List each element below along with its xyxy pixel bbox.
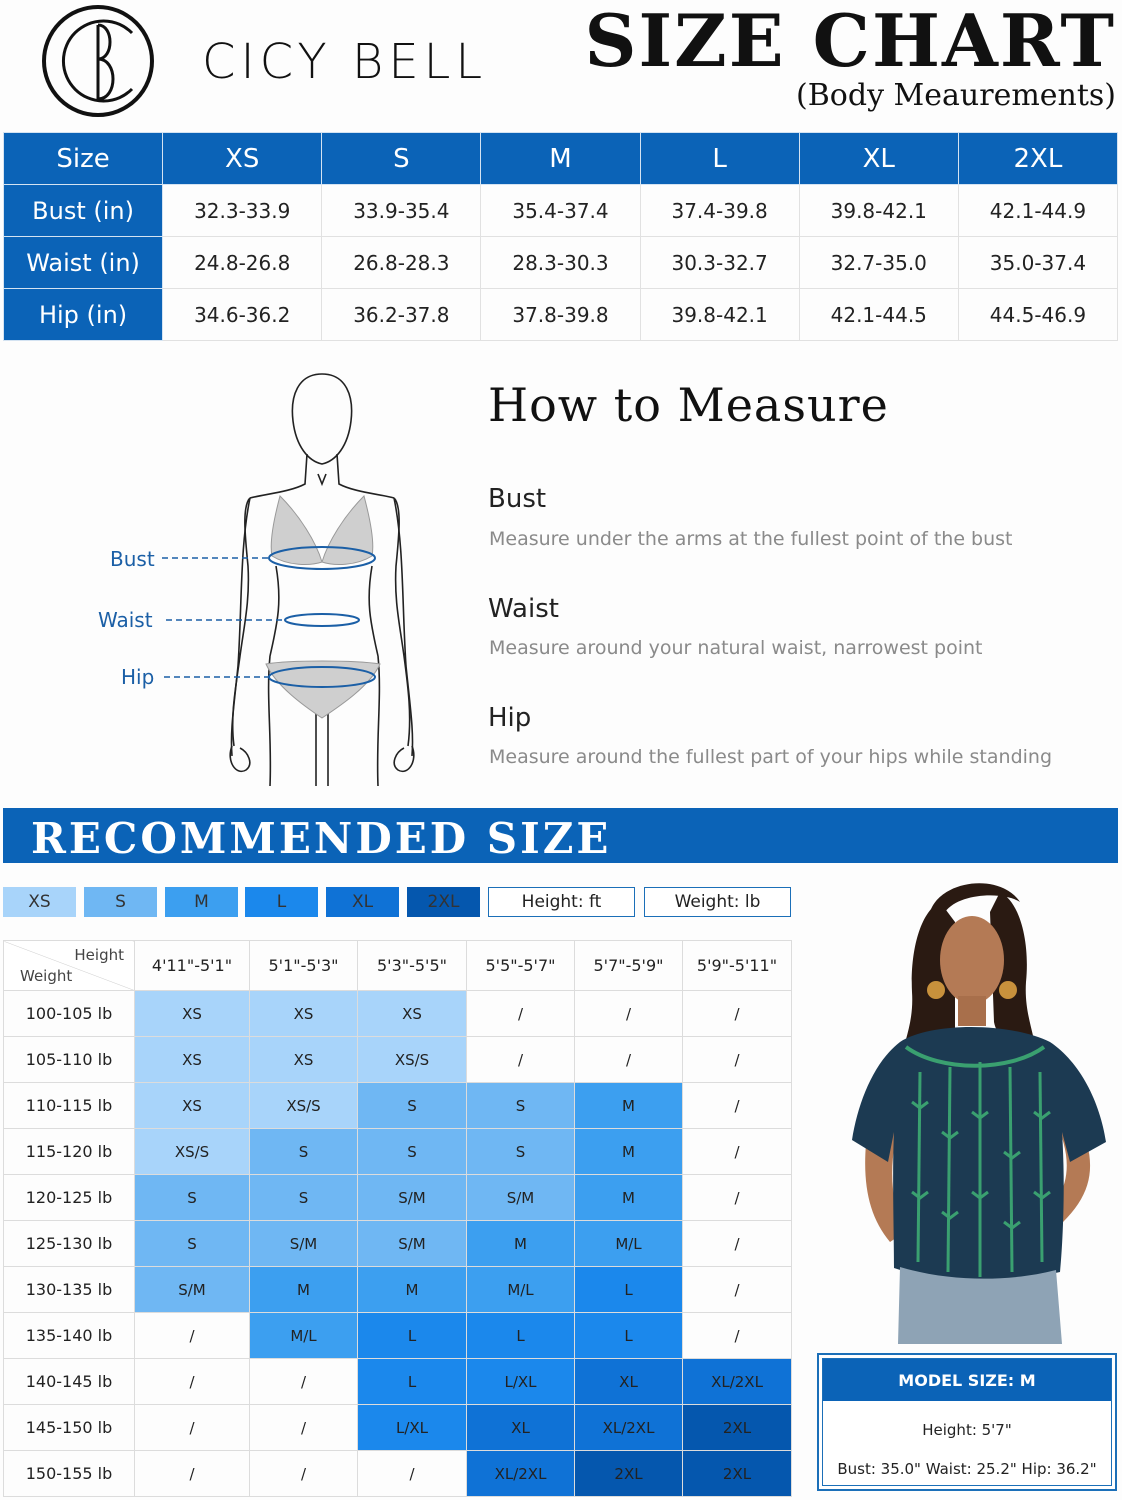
- size-recommendation-cell: XL: [467, 1405, 575, 1451]
- body-figure-illustration: [90, 366, 450, 786]
- size-cell: 39.8-42.1: [799, 185, 958, 237]
- measure-desc-waist: Measure around your natural waist, narrowest point: [489, 637, 983, 659]
- brand-name: CICY BELL: [202, 34, 488, 90]
- size-recommendation-cell: 2XL: [683, 1451, 792, 1497]
- height-header-cell: 5'3"-5'5": [358, 941, 467, 991]
- measure-label-hip: Hip: [488, 703, 532, 733]
- model-size-box: [817, 1353, 1117, 1491]
- legend-m: M: [165, 887, 238, 917]
- size-recommendation-cell: L: [575, 1267, 683, 1313]
- rec-table-corner: [4, 941, 135, 991]
- size-cell: 32.7-35.0: [799, 237, 958, 289]
- weight-label-cell: 130-135 lb: [4, 1267, 135, 1313]
- size-recommendation-cell: XS/S: [135, 1129, 250, 1175]
- size-recommendation-cell: S: [135, 1175, 250, 1221]
- size-header-cell: S: [322, 133, 481, 185]
- size-header-cell: XS: [163, 133, 322, 185]
- size-recommendation-cell: XS: [135, 991, 250, 1037]
- height-header-cell: 5'5"-5'7": [467, 941, 575, 991]
- measure-label-bust: Bust: [488, 484, 547, 514]
- rec-table-row: [4, 1175, 792, 1221]
- rec-table-row: [4, 1405, 792, 1451]
- size-cell: 33.9-35.4: [322, 185, 481, 237]
- legend-l: L: [245, 887, 318, 917]
- size-cell: 34.6-36.2: [163, 289, 322, 341]
- size-recommendation-cell: /: [467, 991, 575, 1037]
- figure-label-hip: Hip: [121, 665, 155, 689]
- rec-table-row: [4, 1267, 792, 1313]
- weight-label-cell: 115-120 lb: [4, 1129, 135, 1175]
- size-recommendation-cell: S/M: [358, 1221, 467, 1267]
- recommended-size-title: RECOMMENDED SIZE: [31, 814, 612, 863]
- size-recommendation-cell: L: [575, 1313, 683, 1359]
- size-recommendation-cell: S/M: [358, 1175, 467, 1221]
- legend-xl: XL: [326, 887, 399, 917]
- size-recommendation-cell: XL/2XL: [467, 1451, 575, 1497]
- size-cell: 28.3-30.3: [481, 237, 640, 289]
- rec-table-header-row: [4, 941, 792, 991]
- size-recommendation-cell: S/M: [250, 1221, 358, 1267]
- size-recommendation-cell: XL/2XL: [683, 1359, 792, 1405]
- recommended-size-banner: [3, 808, 1118, 863]
- size-recommendation-cell: S: [250, 1175, 358, 1221]
- size-recommendation-cell: L/XL: [467, 1359, 575, 1405]
- size-recommendation-cell: M: [575, 1175, 683, 1221]
- size-recommendation-cell: M/L: [250, 1313, 358, 1359]
- size-recommendation-cell: /: [683, 1083, 792, 1129]
- size-recommendation-cell: /: [575, 991, 683, 1037]
- figure-label-waist: Waist: [98, 608, 153, 632]
- model-size-title: MODEL SIZE: M: [823, 1359, 1111, 1401]
- model-measurements: Bust: 35.0" Waist: 25.2" Hip: 36.2": [837, 1460, 1097, 1478]
- size-recommendation-cell: /: [135, 1313, 250, 1359]
- size-recommendation-cell: S: [358, 1083, 467, 1129]
- weight-label-cell: 150-155 lb: [4, 1451, 135, 1497]
- size-header-cell: M: [481, 133, 640, 185]
- size-recommendation-cell: /: [683, 1129, 792, 1175]
- size-recommendation-cell: L: [358, 1359, 467, 1405]
- legend-2xl: 2XL: [407, 887, 480, 917]
- size-recommendation-cell: S/M: [135, 1267, 250, 1313]
- size-recommendation-cell: XS: [135, 1083, 250, 1129]
- model-height: Height: 5'7": [922, 1421, 1012, 1439]
- rec-table-row: [4, 1359, 792, 1405]
- size-recommendation-cell: L/XL: [358, 1405, 467, 1451]
- size-recommendation-cell: M/L: [575, 1221, 683, 1267]
- measure-desc-hip: Measure around the fullest part of your hips while standing: [489, 746, 1053, 768]
- size-recommendation-cell: XS: [250, 991, 358, 1037]
- size-recommendation-cell: S: [135, 1221, 250, 1267]
- measure-desc-bust: Measure under the arms at the fullest point of the bust: [489, 528, 1013, 550]
- size-recommendation-cell: /: [683, 1175, 792, 1221]
- size-cell: 37.8-39.8: [481, 289, 640, 341]
- size-row-label: Waist (in): [4, 237, 163, 289]
- model-photo: [830, 872, 1120, 1344]
- size-recommendation-cell: /: [135, 1451, 250, 1497]
- size-recommendation-cell: M: [467, 1221, 575, 1267]
- size-recommendation-cell: S: [467, 1129, 575, 1175]
- weight-label-cell: 140-145 lb: [4, 1359, 135, 1405]
- size-recommendation-cell: /: [683, 1267, 792, 1313]
- size-recommendation-cell: /: [135, 1405, 250, 1451]
- weight-label-cell: 120-125 lb: [4, 1175, 135, 1221]
- size-recommendation-cell: XS: [358, 991, 467, 1037]
- recommended-size-table: [3, 940, 792, 1497]
- legend-weight-unit: Weight: lb: [644, 887, 791, 917]
- size-cell: 37.4-39.8: [640, 185, 799, 237]
- page-title: SIZE CHART: [584, 0, 1116, 83]
- weight-label-cell: 100-105 lb: [4, 991, 135, 1037]
- how-to-measure-title: How to Measure: [488, 378, 889, 432]
- model-size-box-inner: [822, 1358, 1112, 1486]
- size-cell: 30.3-32.7: [640, 237, 799, 289]
- measure-label-waist: Waist: [488, 594, 559, 624]
- size-recommendation-cell: /: [467, 1037, 575, 1083]
- legend-height-unit: Height: ft: [488, 887, 635, 917]
- size-recommendation-cell: L: [467, 1313, 575, 1359]
- size-cell: 32.3-33.9: [163, 185, 322, 237]
- size-cell: 39.8-42.1: [640, 289, 799, 341]
- size-header-cell: L: [640, 133, 799, 185]
- corner-weight-label: Weight: [20, 967, 73, 985]
- size-recommendation-cell: /: [250, 1359, 358, 1405]
- rec-table-row: [4, 1037, 792, 1083]
- brand-logo: [40, 3, 156, 119]
- size-recommendation-cell: S: [250, 1129, 358, 1175]
- size-cell: 26.8-28.3: [322, 237, 481, 289]
- size-recommendation-cell: XL: [575, 1359, 683, 1405]
- size-header-cell: Size: [4, 133, 163, 185]
- height-header-cell: 5'7"-5'9": [575, 941, 683, 991]
- size-recommendation-cell: 2XL: [683, 1405, 792, 1451]
- logo-initials: CB: [40, 3, 42, 4]
- size-recommendation-cell: /: [135, 1359, 250, 1405]
- size-cell: 35.4-37.4: [481, 185, 640, 237]
- size-recommendation-cell: S: [467, 1083, 575, 1129]
- size-recommendation-cell: /: [683, 1313, 792, 1359]
- rec-table-row: [4, 1083, 792, 1129]
- size-recommendation-cell: 2XL: [575, 1451, 683, 1497]
- size-table-header-row: [4, 133, 1118, 185]
- size-recommendation-cell: S/M: [467, 1175, 575, 1221]
- size-cell: 44.5-46.9: [958, 289, 1117, 341]
- rec-table-row: [4, 1129, 792, 1175]
- size-row-label: Bust (in): [4, 185, 163, 237]
- size-recommendation-cell: XS/S: [358, 1037, 467, 1083]
- size-recommendation-cell: XS: [135, 1037, 250, 1083]
- size-recommendation-cell: XS/S: [250, 1083, 358, 1129]
- height-header-cell: 4'11"-5'1": [135, 941, 250, 991]
- size-cell: 35.0-37.4: [958, 237, 1117, 289]
- page-subtitle: (Body Meaurements): [796, 78, 1116, 113]
- size-recommendation-cell: /: [575, 1037, 683, 1083]
- size-recommendation-cell: M: [250, 1267, 358, 1313]
- size-recommendation-cell: /: [683, 1221, 792, 1267]
- rec-table-row: [4, 1451, 792, 1497]
- rec-table-row: [4, 991, 792, 1037]
- height-header-cell: 5'9"-5'11": [683, 941, 792, 991]
- rec-table-row: [4, 1313, 792, 1359]
- size-header-cell: 2XL: [958, 133, 1117, 185]
- body-size-table: [3, 132, 1118, 341]
- height-header-cell: 5'1"-5'3": [250, 941, 358, 991]
- size-cell: 36.2-37.8: [322, 289, 481, 341]
- weight-label-cell: 135-140 lb: [4, 1313, 135, 1359]
- weight-label-cell: 125-130 lb: [4, 1221, 135, 1267]
- legend-s: S: [84, 887, 157, 917]
- weight-label-cell: 110-115 lb: [4, 1083, 135, 1129]
- size-recommendation-cell: S: [358, 1129, 467, 1175]
- size-cell: 42.1-44.9: [958, 185, 1117, 237]
- corner-height-label: Height: [74, 946, 124, 964]
- weight-label-cell: 145-150 lb: [4, 1405, 135, 1451]
- size-cell: 24.8-26.8: [163, 237, 322, 289]
- size-recommendation-cell: M: [358, 1267, 467, 1313]
- rec-table-row: [4, 1221, 792, 1267]
- size-table-row-bust: [4, 185, 1118, 237]
- size-recommendation-cell: XS: [250, 1037, 358, 1083]
- size-recommendation-cell: L: [358, 1313, 467, 1359]
- size-recommendation-cell: M: [575, 1129, 683, 1175]
- size-table-row-waist: [4, 237, 1118, 289]
- size-cell: 42.1-44.5: [799, 289, 958, 341]
- size-recommendation-cell: /: [683, 991, 792, 1037]
- size-recommendation-cell: /: [683, 1037, 792, 1083]
- weight-label-cell: 105-110 lb: [4, 1037, 135, 1083]
- size-recommendation-cell: M: [575, 1083, 683, 1129]
- size-recommendation-cell: /: [358, 1451, 467, 1497]
- size-table-row-hip: [4, 289, 1118, 341]
- figure-label-bust: Bust: [110, 547, 155, 571]
- size-row-label: Hip (in): [4, 289, 163, 341]
- size-recommendation-cell: /: [250, 1405, 358, 1451]
- size-header-cell: XL: [799, 133, 958, 185]
- legend-xs: XS: [3, 887, 76, 917]
- size-recommendation-cell: XL/2XL: [575, 1405, 683, 1451]
- size-recommendation-cell: M/L: [467, 1267, 575, 1313]
- size-recommendation-cell: /: [250, 1451, 358, 1497]
